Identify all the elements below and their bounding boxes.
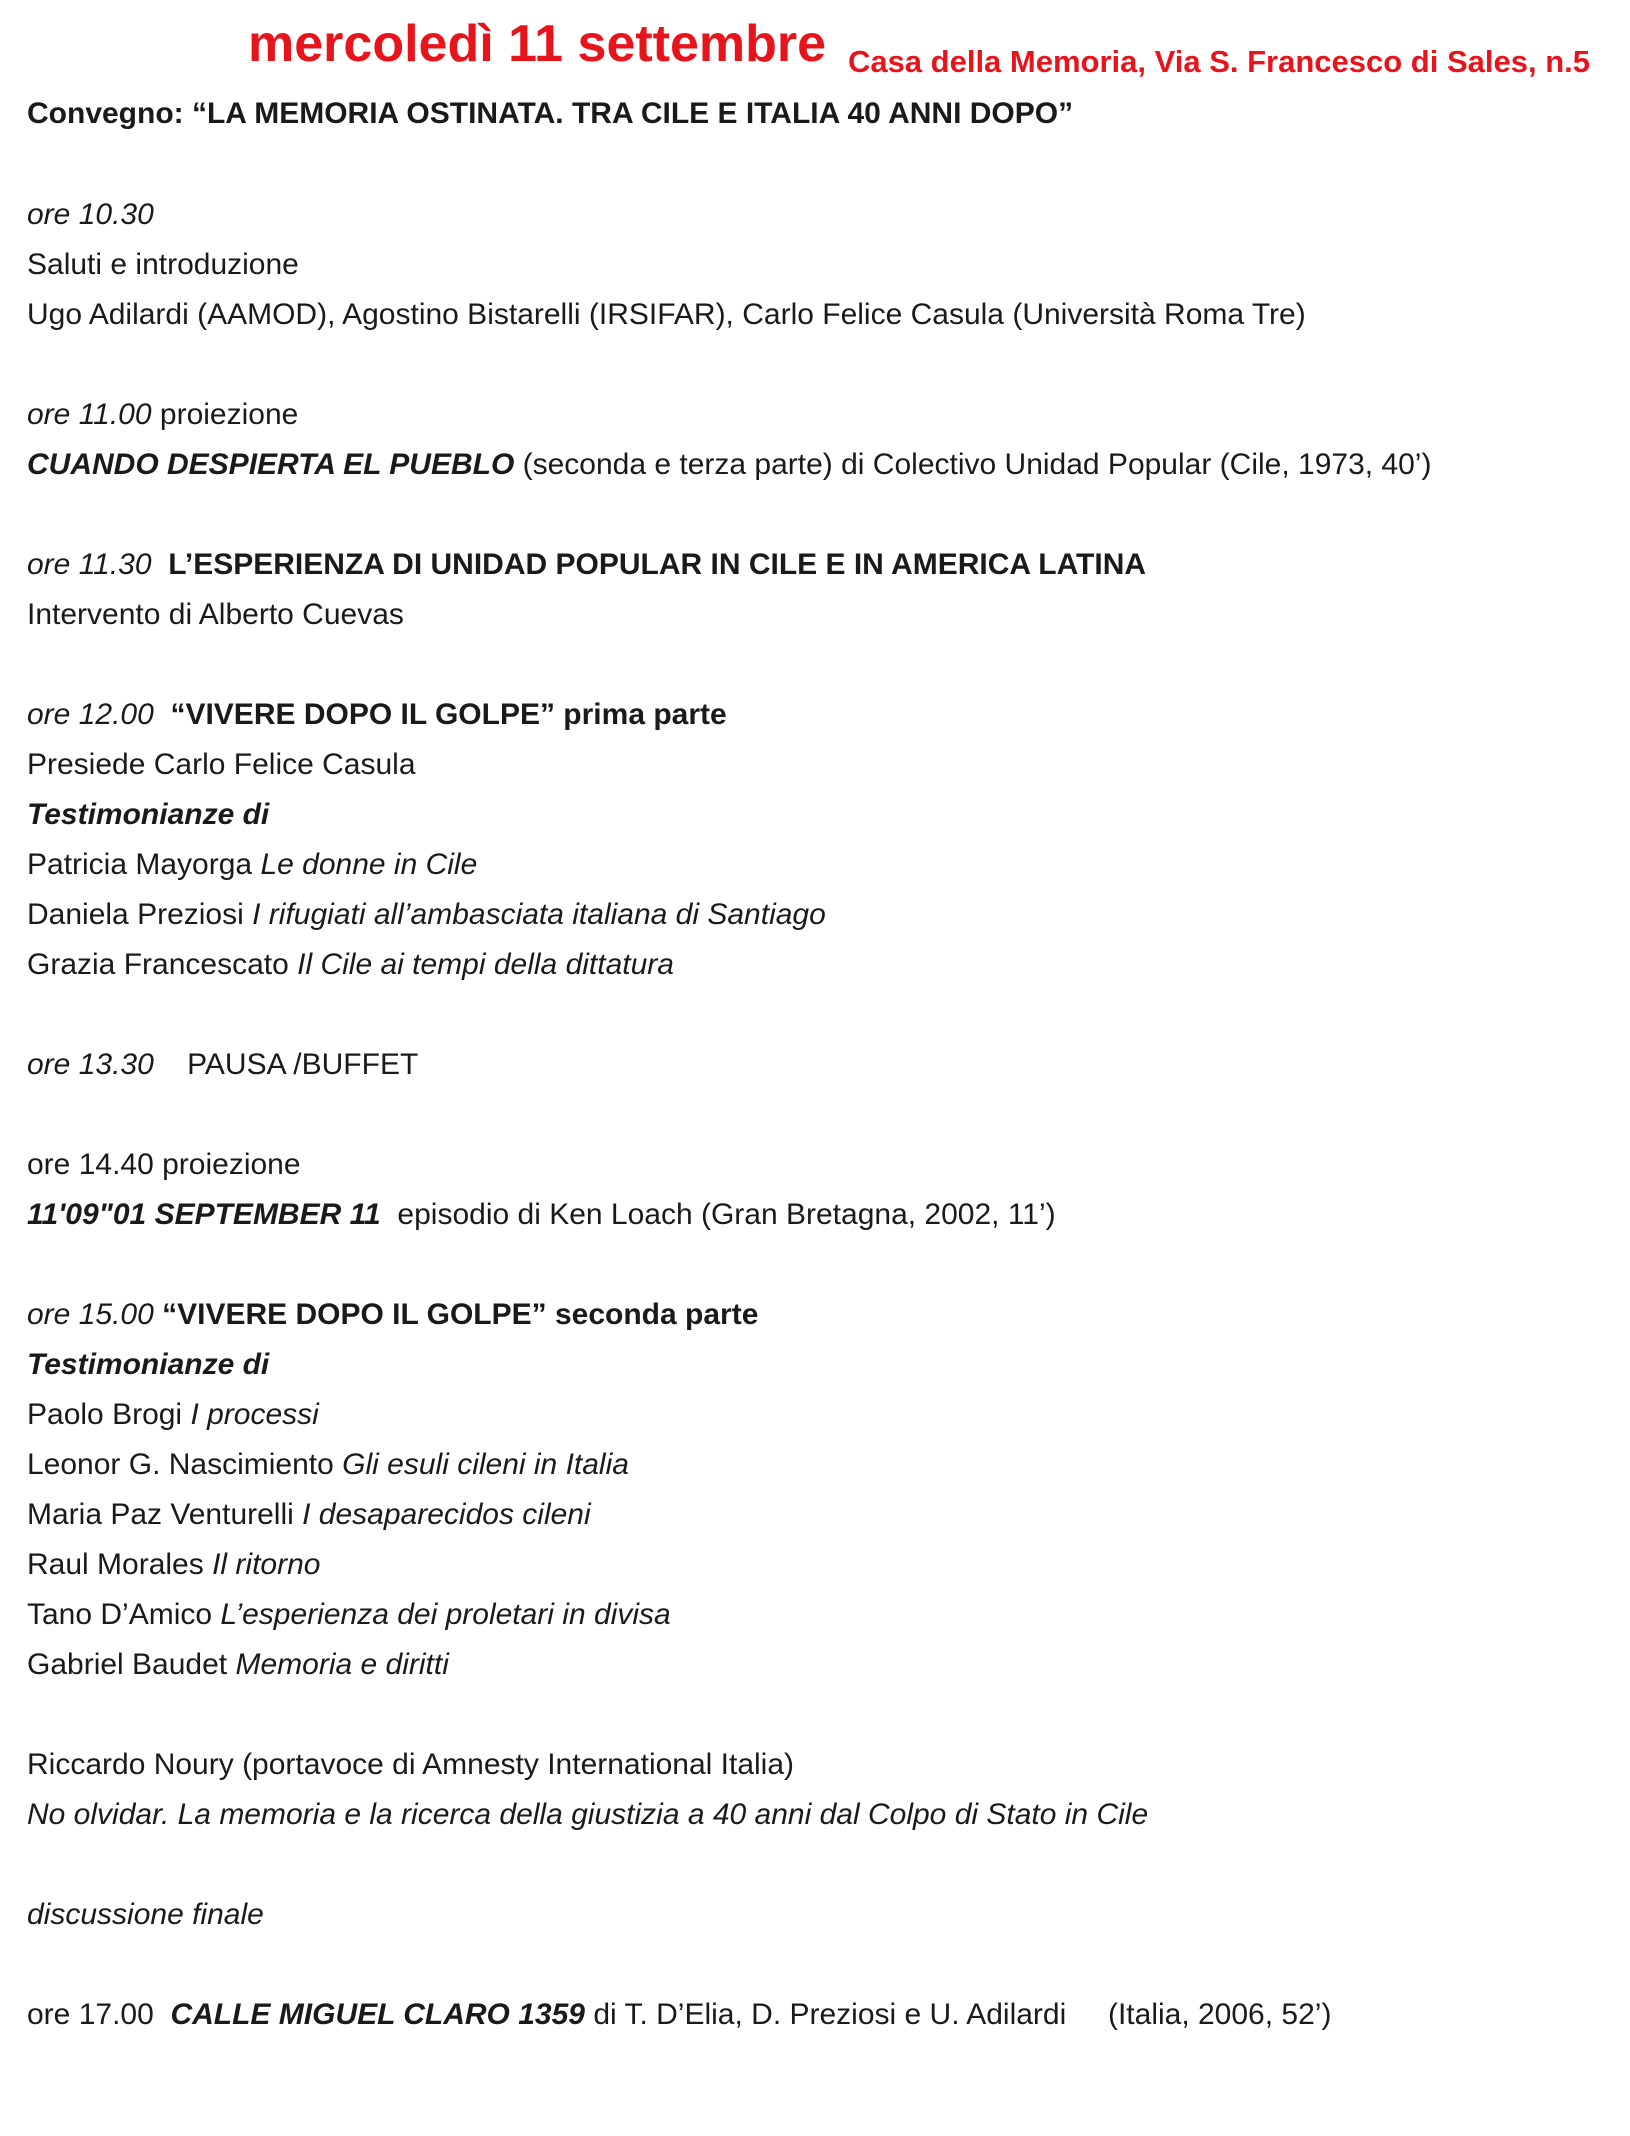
film-details-1100: (seconda e terza parte) di Colectivo Unidad Popular (Cile, 1973, 40’) <box>522 448 1432 481</box>
testimony-name: Gabriel Baudet <box>27 1648 228 1681</box>
chair-1200: Presiede Carlo Felice Casula <box>27 748 416 781</box>
row-1500 <box>27 1295 758 1335</box>
session-title-1500: “VIVERE DOPO IL GOLPE” seconda parte <box>162 1298 759 1331</box>
testimony-item <box>27 1445 629 1485</box>
testimony-name: Raul Morales <box>27 1548 204 1581</box>
testimony-item <box>27 1645 449 1685</box>
label-1440: proiezione <box>162 1148 301 1181</box>
row-1200 <box>27 695 727 735</box>
testimony-name: Grazia Francescato <box>27 948 289 981</box>
testimony-topic: Gli esuli cileni in Italia <box>342 1448 629 1481</box>
testimony-name: Patricia Mayorga <box>27 848 253 881</box>
speaker-1130: Intervento di Alberto Cuevas <box>27 598 404 631</box>
testimony-name: Maria Paz Venturelli <box>27 1498 294 1531</box>
film-row-1100 <box>27 445 1431 485</box>
row-1440 <box>27 1145 301 1185</box>
film-title-1100: CUANDO DESPIERTA EL PUEBLO <box>27 448 515 481</box>
noury-speaker: Riccardo Noury (portavoce di Amnesty International Italia) <box>27 1748 795 1781</box>
row-1330 <box>27 1045 418 1085</box>
testimony-item <box>27 945 674 985</box>
event-venue: Casa della Memoria, Via S. Francesco di Sales, n.5 <box>847 44 1590 79</box>
testimony-item <box>27 845 477 885</box>
row-1130 <box>27 545 1146 585</box>
row-1100 <box>27 395 298 435</box>
testimony-topic: Memoria e diritti <box>235 1648 449 1681</box>
final-discussion: discussione finale <box>27 1898 264 1931</box>
label-1100: proiezione <box>159 398 299 431</box>
convegno-title: Convegno: “LA MEMORIA OSTINATA. TRA CILE E ITALIA 40 ANNI DOPO” <box>27 97 1074 130</box>
testimony-name: Daniela Preziosi <box>27 898 244 931</box>
testimony-name: Leonor G. Nascimiento <box>27 1448 334 1481</box>
time-1700: ore 17.00 <box>27 1998 154 2031</box>
film-row-1440 <box>27 1195 1056 1235</box>
session-title-1200: “VIVERE DOPO IL GOLPE” prima parte <box>170 698 727 731</box>
session-title-1330: PAUSA /BUFFET <box>187 1048 419 1081</box>
testimony-name: Tano D’Amico <box>27 1598 213 1631</box>
testimony-topic: I desaparecidos cileni <box>302 1498 591 1531</box>
film-title-1700: CALLE MIGUEL CLARO 1359 <box>170 1998 585 2031</box>
testimony-item <box>27 1495 591 1535</box>
time-1440: ore 14.40 <box>27 1148 154 1181</box>
testimony-name: Paolo Brogi <box>27 1398 183 1431</box>
session-title-1030: Saluti e introduzione <box>27 248 299 281</box>
time-1330: ore 13.30 <box>27 1048 154 1081</box>
testimony-topic: I processi <box>190 1398 319 1431</box>
testimony-topic: L’esperienza dei proletari in divisa <box>220 1598 671 1631</box>
time-1100: ore 11.00 <box>27 398 152 431</box>
session-title-1130: L’ESPERIENZA DI UNIDAD POPULAR IN CILE E IN AMERICA LATINA <box>168 548 1147 581</box>
testimony-topic: Il ritorno <box>212 1548 321 1581</box>
testimony-topic: I rifugiati all’ambasciata italiana di Santiago <box>252 898 826 931</box>
time-1200: ore 12.00 <box>27 698 154 731</box>
testimony-topic: Le donne in Cile <box>260 848 478 881</box>
row-1700 <box>27 1995 1331 2035</box>
testimony-item <box>27 1595 671 1635</box>
film-title-1440: 11'09"01 SEPTEMBER 11 <box>27 1198 381 1231</box>
testimony-label-1200: Testimonianze di <box>27 798 270 831</box>
film-details-1440: episodio di Ken Loach (Gran Bretagna, 2002, 11’) <box>397 1198 1056 1231</box>
testimony-topic: Il Cile ai tempi della dittatura <box>297 948 674 981</box>
header <box>0 14 1630 84</box>
film-credits-1700: di T. D’Elia, D. Preziosi e U. Adilardi <box>593 1998 1067 2031</box>
speakers-1030: Ugo Adilardi (AAMOD), Agostino Bistarelli (IRSIFAR), Carlo Felice Casula (Università Roma Tre) <box>27 298 1306 331</box>
noury-topic: No olvidar. La memoria e la ricerca della giustizia a 40 anni dal Colpo di Stato in Cile <box>27 1798 1149 1831</box>
time-1030: ore 10.30 <box>27 198 154 231</box>
film-info-1700: (Italia, 2006, 52’) <box>1107 1998 1332 2031</box>
testimony-label-1500: Testimonianze di <box>27 1348 270 1381</box>
time-1130: ore 11.30 <box>27 548 152 581</box>
time-1500: ore 15.00 <box>27 1298 154 1331</box>
event-date: mercoledì 11 settembre <box>248 15 827 73</box>
testimony-item <box>27 1395 319 1435</box>
testimony-item <box>27 1545 320 1585</box>
testimony-item <box>27 895 826 935</box>
